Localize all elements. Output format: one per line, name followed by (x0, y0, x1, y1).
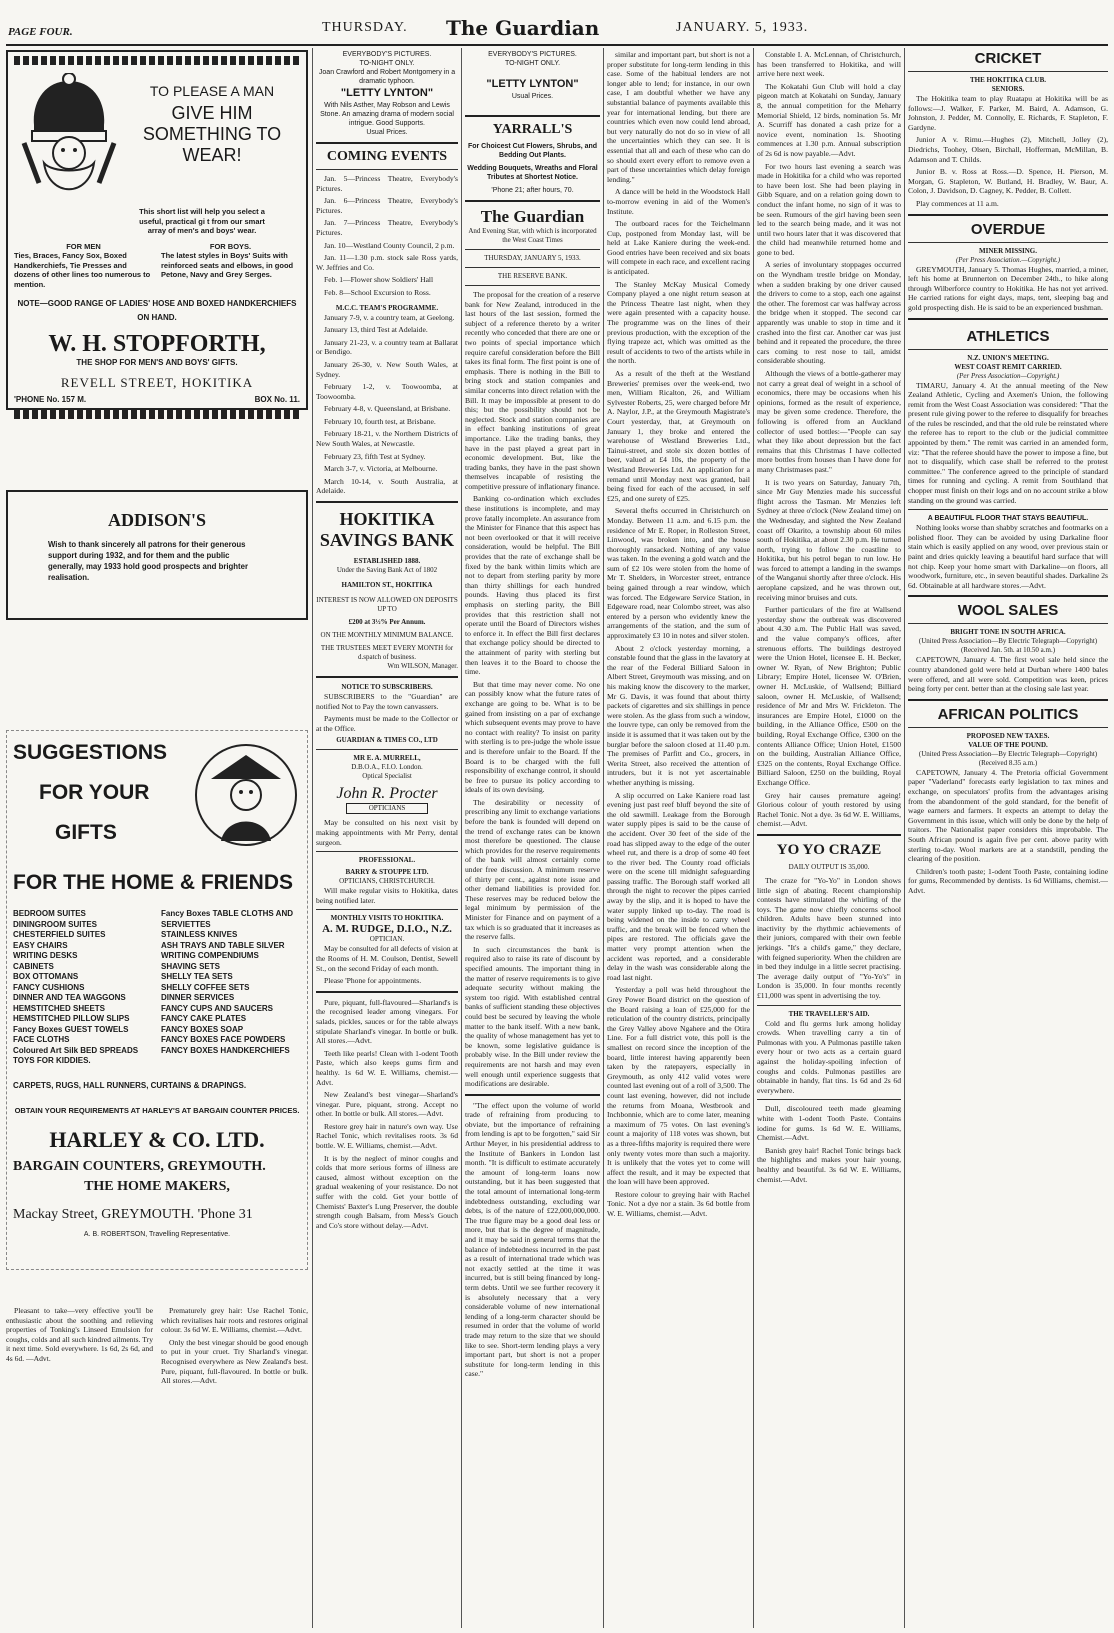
gift-item: Fancy Boxes TABLE CLOTHS AND SERVIETTES (161, 909, 294, 929)
men-list: Ties, Braces, Fancy Sox, Boxed Handkerchiefs, Tie Presses and dozens of other lines too numerous to mention. (14, 251, 151, 289)
advertiser-name: ADDISON'S (107, 510, 207, 530)
gift-item: HEMSTITCHED SHEETS (13, 1003, 106, 1013)
ad-headline: SUGGESTIONS (13, 741, 168, 764)
gift-item: SHELLY TEA SETS (161, 972, 233, 981)
event-item: Jan. 7—Princess Theatre, Everybody's Pictures. (316, 218, 458, 237)
fixture-item: February 10, fourth test, at Brisbane. (324, 416, 436, 426)
addison-ad (6, 490, 308, 620)
stopforth-ad (6, 50, 308, 410)
ad-headline: FOR YOUR (39, 781, 150, 804)
column-rule (753, 48, 754, 1628)
overdue-title: OVERDUE (970, 220, 1046, 238)
fixture-item: February 1-2, v. Toowoomba, at Toowoomba. (316, 382, 458, 401)
athletics-sub: N.Z. UNION'S MEETING. (967, 353, 1049, 362)
gift-item: DININGROOM SUITES (13, 919, 98, 929)
news-paragraph: A slip occurred on Lake Kaniere road last evening just past reef bluff beyond the site of the old sawmill. Leakage from the Borough water supply pipes is said to be the cause of the accident. Over 30 feet of the side of the road has slipped away to the edge of the outer wheel rut, and there is a drop of some 40 feet to the river bed. The County road officials were on the scene till midnight safeguarding passing traffic. The Borough staff worked all through the night to recover the pipes carried away by the slip, and it is hoped to have the water supply linked up to-day. The road is being widened on the inside to carry wheel traffic, and the break will be fenced when the pipes are restored. The officials gave the matter very prompt attention when the accident was reported, and a considerable delay in the wash was considerable along the road last night. (607, 790, 750, 982)
divider (908, 509, 1108, 510)
wool-title: WOOL SALES (957, 602, 1059, 620)
advert-paragraph: Restore grey hair in nature's own way. Use Rachel Tonic, which revitalises roots. 3s 6d bottle. W. E. Williams, chemist.—Advt. (316, 1121, 458, 1151)
divider (908, 214, 1108, 216)
news-paragraph: Grey hair causes premature ageing! Glorious colour of youth restored by using Rachel Tonic. Not a dye. 3s 6d W. E. Williams, chemist.—Advt. (757, 790, 901, 829)
yoyo-sub: DAILY OUTPUT IS 35,000. (788, 862, 870, 871)
press-credit: (Per Press Association—Copyright.) (956, 371, 1060, 380)
page-header (0, 0, 1114, 44)
editorial-paragraph: But that time may never come. No one can possibly know what the future rates of exchange are going to be. What is to be gained from insisting on a par of exchange which subsequent events may prove to have no contact with reality? To insist on parity with sterling is to pre-judge the whole issue and is therefore unfair to the Board. If the Board is to be charged with the full responsibility of exchange control, it should be free to pursue its policy according to ideals of its own devising. (465, 679, 600, 795)
section-heading: PROFESSIONAL. (358, 856, 416, 865)
quote-paragraph: "The effect upon the volume of world trade of refraining from producing to obviate, but the importance of refraining from lending is apt to be forgotten," said Sir Arthur Meyer, in his presidential address to the Institute of Bankers in London last month. "It is difficult to estimate accurately the amount of long-term loans now outstanding, but it has been suggested that the total amount of international long-term indebtedness outstanding, excluding war debts, is of the nature of £22,000,000,000. The true figure may be a good deal less or more, but that is the degree of magnitude, and it may be said in general terms that the balance of indebtedness incurred in the past as a result of international trade which was not exactly settled at the time it was incurred, but is still being financed by long-term debts. Until we see further recovery it is absolutely necessary that a very considerable volume of new international lending of a long-term character should be resumed in order that the volume of world trade may return to the size that we should like to see. Short-term lending plays a very important part, but short is not a proper substitute for long-term lending in this case." (465, 1100, 600, 1379)
divider (316, 749, 458, 750)
fixture-item: January 13, third Test at Adelaide. (324, 325, 428, 335)
column-rule (904, 48, 905, 1628)
fixture-item: February 18-21, v. the Northern Districts of New South Wales, at Newcastle. (316, 429, 458, 449)
ad-border-pattern (14, 56, 300, 65)
event-item: Feb. 8—School Excursion to Ross. (324, 287, 431, 297)
divider (757, 834, 901, 836)
ad-line: BARGAIN COUNTERS, GREYMOUTH. (13, 1158, 266, 1174)
travellers-title: THE TRAVELLER'S AID. (788, 1009, 870, 1018)
cricket-body: The Hokitika team to play Ruatapu at Hokitika will be as follows:—J. Walker, F. Parker, M. Baird, A. Adamson, G. Johnston, J. Pedder, M. Connolly, E. Richards, F. Stapleton, F. Gardyne. (908, 94, 1108, 132)
gift-item: EASY CHAIRS (13, 940, 68, 950)
rudge-phone: Please 'Phone for appointments. (324, 976, 422, 986)
divider (757, 1099, 901, 1100)
news-paragraph: A series of involuntary stoppages occurred on the Wyndham trestle bridge on Monday, when a sudden braking by one driver caused the drivers to come to a stop, each one against the other. The foremost car was halfway across the bridge when it stopped. The second car apparently was unable to stop in time and it crashed into the first car. Another car was just behind and it repeated the procedure, the three cars coming to rest nose to tail, amidst considerable shouting. (757, 260, 901, 366)
ad-headline: GIVE HIM (171, 103, 253, 123)
rudge-name: A. M. RUDGE, D.I.O., N.Z. (322, 923, 452, 936)
divider (465, 1094, 600, 1096)
notice-signature: GUARDIAN & TIMES CO., LTD (336, 736, 438, 745)
mcc-list (316, 313, 458, 497)
divider (316, 676, 458, 678)
gift-item: FANCY CUPS AND SAUCERS (161, 1003, 274, 1013)
col5-adverts (757, 1104, 901, 1184)
divider (316, 909, 458, 910)
divider (465, 115, 600, 117)
gift-item: TOYS FOR KIDDIES. (13, 1056, 91, 1065)
cricket-junior-b: Junior B. v. Ross at Ross.—D. Spence, H. Pierson, M. Morgan, G. Stapleton, W. Butland, H. Bradley, W. Baur, A. Colon, J. Davidson, D. Cagney, K. Pedder, B. Collett. (908, 167, 1108, 196)
divider (316, 851, 458, 852)
film-subtitle: With Nils Asther, May Robson and Lewis Stone. An amazing drama of modern social intrigue. Good Supports. (320, 102, 454, 127)
ad-line: THE HOME MAKERS, (84, 1178, 230, 1194)
advertiser-name: HARLEY & CO. LTD. (49, 1126, 265, 1152)
bank-manager: Wm WILSON, Manager. (387, 662, 458, 671)
optician-badge: OPTICIANS (346, 803, 428, 814)
news-paragraph: Constable I. A. McLennan, of Christchurch, has been transferred to Hokitika, and will arrive here next week. (757, 50, 901, 79)
bank-act: Under the Saving Bank Act of 1802 (336, 566, 438, 575)
divider (908, 349, 1108, 350)
cricket-play: Play commences at 11 a.m. (916, 198, 999, 208)
optician-signature: John R. Procter (336, 785, 438, 803)
editorial-heading: THE RESERVE BANK. (497, 272, 568, 280)
header-day: THURSDAY. (322, 20, 408, 35)
optician-name: MR E. A. MURRELL, (353, 754, 421, 763)
bank-established: ESTABLISHED 1888. (353, 557, 421, 566)
ad-headline: FOR THE HOME & FRIENDS (13, 871, 294, 894)
ad-headline: WEAR! (182, 145, 242, 165)
news-paragraph: For two hours last evening a search was made in Hokitika for a child who was reported to have been lost. She had been playing in Gibb Square, and on a relation going down to conduct the infant home, no sign of it was to be seen. Rumours of the girl having been seen led to the search being made, and it was not until two hours later that it was discovered that the child had meanwhile returned home and gone to bed. (757, 161, 901, 257)
notice-body: SUBSCRIBERS to the "Guardian" are notified Not to Pay the town canvassers. (316, 692, 458, 711)
column-3 (465, 50, 600, 1626)
ad-address: REVELL STREET, HOKITIKA (60, 375, 254, 390)
column-rule (603, 48, 604, 1628)
bank-title: HOKITIKA (339, 509, 435, 530)
fixture-item: March 3-7, v. Victoria, at Melbourne. (324, 464, 438, 474)
advertiser-name: W. H. STOPFORTH, (48, 331, 266, 357)
bottom-ads (6, 1306, 308, 1389)
news-paragraph: About 2 o'clock yesterday morning, a constable found that the glass in the lavatory at the rear of the Federal Billiard Saloon in Albert Street, Greymouth was missing, and on his making know the discovery to the marker, Mr G. Davis, it was found that about thirty packets of cigarettes and six shillings in pence were stolen. As the glass from such a window, the louvre type, can only be removed from the inside it is assumed that it was taken out by the burglar before the saloon closed at 11.40 p.m. The premises of Parfitt and Co., grocers, in Werita Street, also received the attention of intruders, but it is not yet ascertainable whether anything is missing. (607, 643, 750, 787)
gift-item: CHESTERFIELD SUITES (13, 930, 106, 939)
page-number: PAGE FOUR. (8, 26, 73, 38)
rudge-body: May be consulted for all defects of vision at the Rooms of H. M. Coulson, Dentist, Sewell St., on the second Friday of each month. (316, 944, 458, 973)
bank-min: ON THE MONTHLY MINIMUM BALANCE. (320, 631, 454, 640)
boys-list: The latest styles in Boys' Suits with reinforced seats and elbows, in good Petone, Navy and Grey Serges. (161, 251, 294, 279)
section-heading: NOTICE TO SUBSCRIBERS. (341, 683, 433, 692)
event-item: Jan. 11—1.30 p.m. stock sale Ross yards, W. Jeffries and Co. (316, 253, 458, 272)
cricket-title: CRICKET (908, 50, 1108, 72)
advert-paragraph: Only the best vinegar should be good enough to put in your cruet. Try Sharland's vinegar. Recognised everywhere as New Zealand's best. Pure, piquant, full-flavoured. In bottle or bulk. All stores.—Advt. (161, 1337, 308, 1386)
optician-body: May be consulted on his next visit by making appointments with Mr Perry, dental surgeon. (316, 818, 458, 847)
news-paragraph: The Kokatahi Gun Club will hold a clay pigeon match at Kokatahi on Sunday, January 8, the annual competition for the Meharry Memorial Shield, 12 birds, nomination 5s. Mr A. Scurriff has donated a cash prize for a novice event, nomination 1s. Shooting commences at 1.30 p.m. Annual subscription of 2s 6d is now payable.—Advt. (757, 81, 901, 158)
header-date: JANUARY. 5, 1933. (676, 20, 809, 35)
gift-item: FANCY BOXES SOAP (161, 1024, 244, 1034)
gift-list-left (13, 909, 153, 1067)
mascot-illustration (191, 737, 301, 857)
film-cast: Joan Crawford and Robert Montgomery in a dramatic typhoon. (318, 69, 456, 85)
film-ad-line: EVERYBODY'S PICTURES. (342, 51, 432, 58)
event-item: Jan. 5—Princess Theatre, Everybody's Pictures. (316, 174, 458, 193)
yoyo-title: YO YO CRAZE (776, 841, 882, 858)
african-body: CAPETOWN, January 4. The Pretoria official Government paper "Vaderland" forecasts early legislation to tax mines and exchange, on speculators' profits from the advantages arising from the abandonment of the gold standard, for the benefit of wage earners and farmers. It expects an attempt to delay the Government in this issue, which will only be done by the help of traitors. The Nationalist paper considers this improbable. The South African pound is again five per cent. above parity with sterling to-day. Wool markets are at a standstill, pending the clearing of the position. (908, 767, 1108, 864)
editorial-paragraph: The desirability or necessity of prescribing any limit to exchange variations before the bank is founded will depend on the trend of exchange rates can be known most therefore be questioned. The clause which provides for the reserve requirements of the bank will almost certainly come under free discussion. A minimum reserve of thirty per cent., against note issue and other demand liabilities is provided for. These reserves may be reduced below the legal minimum by permission of the Minister for Finance and on payment of a tax which is so graduated that it increases as the reserve falls. (465, 797, 600, 942)
divider (316, 169, 458, 170)
header-rule (6, 44, 1108, 46)
men-heading: FOR MEN (66, 241, 101, 251)
african-title: AFRICAN POLITICS (937, 705, 1079, 723)
divider (316, 991, 458, 993)
divider (908, 242, 1108, 243)
ad-border-pattern (14, 410, 300, 419)
divider (908, 699, 1108, 701)
ad-rep: A. B. ROBERTSON, Travelling Representative. (83, 1230, 231, 1238)
news-paragraph: The Stanley McKay Musical Comedy Company played a one night return season at the Princess Theatre last night, when they were again presented with a capacity house. The programme was on the lines of their previous production, with the exception of the flying trapeze act, which was omitted as the result of accidents to two of the artists while in the north. (607, 279, 750, 366)
african-advt: Children's tooth paste; 1-odent Tooth Paste, containing iodine for gums, Recommended by dentists. 1s 6d Williams, chemist.—Advt. (908, 866, 1108, 895)
divider (757, 1005, 901, 1006)
fixture-item: February 23, fifth Test at Sydney. (324, 451, 426, 461)
optician-line: D.B.O.A., F.I.O. London. (351, 763, 423, 772)
film-prices: Usual Prices. (366, 129, 408, 136)
news-paragraph: Restore colour to greying hair with Rachel Tonic. Not a dye nor a stain. 3s 6d bottle from W. E. Williams, chemist.—Advt. (607, 1189, 750, 1219)
received-time: (Received Jan. 5th. at 10.50 a.m.) (960, 646, 1056, 655)
bank-title: SAVINGS BANK (319, 530, 455, 551)
fixture-item: January 26-30, v. New South Wales, at Sydney. (316, 359, 458, 379)
film-prices: Usual Prices. (511, 93, 554, 100)
news-paragraph: As a result of the theft at the Westland Breweries' premises over the week-end, two men, William Ricalton, 26, and William Sylvester Roberts, 25, were charged before Mr A. Naylor, J.P., at the Greymouth Magistrate's Court yesterday, that, at Greymouth on January 1, they broke and entered the warehouse of Westland Breweries Ltd., Tainui-street, and stole six dozen bottles of beer, valued at £4 10s, the property of the Westland Breweries Ltd. An application for a remand until Monday next was granted, bail being fixed for each of the accused, in self £25, and one surety of £25. (607, 369, 750, 503)
cricket-seniors: SENIORS. (991, 85, 1025, 93)
gift-item: SHELLY COFFEE SETS (161, 982, 250, 992)
masthead-sub: And Evening Star, with which is incorporated the West Coast Times (468, 227, 597, 244)
gift-item: STAINLESS KNIVES (161, 930, 238, 939)
news-paragraph: Yesterday a poll was held throughout the Grey Power Board district on the question of the Board raising a loan of £25,000 for the reticulation of the country districts, principally the Grey Valley above Ngahere and the Otira Line. For a full district vote, this poll is the smallest on record since the inception of the board, little interest having apparently been taken by the ratepayers, especially in Greymouth, as only 412 valid votes were counted last evening out of a roll of 3,500. The count last evening, however, did not include the returns from Moana, Westbrook and Inchbonnie, which are to come later, meaning a maximum of 75 votes. On last evening's count a majority of 118 votes was shown, but as a three-fifths majority is required there were only twenty votes more than such a majority. It is unlikely that the votes yet to come will affect the result, and it may be expected that the loan will have been approved. (607, 985, 750, 1187)
section-heading: COMING EVENTS (326, 149, 448, 164)
harley-ad (6, 730, 308, 1270)
gift-item: WRITING DESKS (13, 951, 78, 960)
rudge-line: OPTICIAN. (369, 935, 405, 944)
boys-heading: FOR BOYS. (209, 241, 252, 251)
gift-item: ASH TRAYS AND TABLE SILVER (161, 940, 285, 950)
press-credit: (United Press Association—By Electric Telegraph—Copyright) (918, 637, 1098, 646)
ad-intro: This short list will help you select a useful, practical gi t from our smart array of men's and boys' wear. (139, 207, 265, 235)
overdue-body: GREYMOUTH, January 5. Thomas Hughes, married, a miner, left his home at Brunnerton on December 24th., to hike along through Wilberforce country to Hokitika. He has not yet arrived. He carried rations for eight days, maps, tent, sleeping bag and gold prospecting dish. He is said to be an experienced bushman. (908, 264, 1108, 312)
floor-body: Nothing looks worse than shabby scratches and footmarks on a polished floor. They can be avoided by using Darkaline floor stain which is easily applied on any wood, over previous stain or paint and dries quickly leaving a beautiful hard surface that will not chip. Keep your home smart with Darkaline—on floors, all woodwork, furniture, etc., in seven beautiful shades. Darkaline 2s 6d. Obtainable at all hardware stores.—Advt. (908, 523, 1108, 590)
professional-body: Will make regular visits to Hokitika, dates being notified later. (316, 886, 458, 905)
ad-carpets: CARPETS, RUGS, HALL RUNNERS, CURTAINS & DRAPINGS. (13, 1080, 247, 1090)
african-sub: VALUE OF THE POUND. (968, 740, 1048, 749)
film-ad (465, 50, 600, 101)
travellers-body: Cold and flu germs lurk among holiday crowds. When travelling carry a tin of Pulmonas with you. A Pulmonas pastille taken every hour or two acts as a certain guard against the holiday-spoiling infection of coughs and colds. Pulmonas pastilles are obtainable in handy, flat tins. 1s 6d and 2s 6d everywhere. (757, 1018, 901, 1095)
news-paragraphs (757, 50, 901, 829)
athletics-body: TIMARU, January 4. At the annual meeting of the New Zealand Athletic, Cycling and Axemen's Union, the following remit from the West Coast Association was considered: "That the present rule giving power to the referee to disqualify for breaches of the rules be rescinded, and that the old rule be reinstated where the referee has to report to the club or the judicial committee appointed by them." The remit was carried in an amended form, viz: "That the referee should have the power to impose a fine, but not to disqualify, which case shall be referred to the protest committee." The conference agreed to the principle of standard times for running and cycling. A remit from Southland that chopper must finish on their logs and on no account strike a blow standing on the ground was carried. (908, 380, 1108, 505)
advert-paragraph: Banish grey hair! Rachel Tonic brings back the highlights and makes your hair young, healthy and beautiful. 3s 6d W. E. Williams, chemist.—Advt. (757, 1145, 901, 1184)
santa-illustration (14, 73, 124, 203)
editorial-body (465, 290, 600, 1089)
yarrall-title: YARRALL'S (492, 122, 573, 137)
yoyo-body: The craze for "Yo-Yo" in London shows little sign of abating. Recent championship contests have stimulated the whirling of the toys. The game now chiefly concerns school children. Adults have been stunned into inactivity by the rhythmic achievements of their juniors, compared with their own feeble jerkings. "It's a child's game," they declare, with feigned superiority. When the children are in bed they indulge in a little secret practising. The average daily output of "Yo-Yo's" in London is 35,000. In four months recently £11,000 was spent in advertising the toy. (757, 875, 901, 1001)
fixture-item: January 7-9, v. a country team, at Geelong. (324, 312, 455, 322)
ad-headline: SOMETHING TO (142, 124, 282, 144)
gift-item: FANCY BOXES FACE POWDERS (161, 1035, 286, 1044)
news-paragraph: Although the views of a bottle-gatherer may not carry a great deal of weight in a school of economics, there may be occasions when his opinions, formed as the result of experience, may be given some credence. Therefore, the following is offered from an Auckland collector of used bottles:—"People can say what they like about depression but the fact remains that this Christmas I have collected more bottles from houses than I have done for many Christmases past." (757, 369, 901, 474)
bank-interest: INTEREST IS NOW ALLOWED ON DEPOSITS UP TO (316, 596, 458, 614)
event-item: Jan. 10—Westland County Council, 2 p.m. (324, 240, 455, 250)
advert-paragraph: Dull, discoloured teeth made gleaming white with 1-odent Tooth Paste. Contains iodine for gums. 1s 6d W. E. Williams, Chemist.—Advt. (757, 1104, 901, 1143)
event-item: Feb. 1—Flower show Soldiers' Hall (324, 275, 434, 285)
ad-box: BOX No. 11. (254, 395, 300, 404)
column-ads-left (6, 50, 308, 1626)
editorial-masthead: The Guardian (480, 207, 585, 226)
film-title: "LETTY LYNTON" (340, 87, 434, 99)
gift-item: FANCY CUSHIONS (13, 982, 85, 992)
yarrall-phone: 'Phone 21; after hours, 70. (491, 187, 574, 194)
divider (465, 249, 600, 250)
yarrall-line: Wedding Bouquets, Wreaths and Floral Tributes at Shortest Notice. (467, 165, 598, 181)
advert-paragraph: Pure, piquant, full-flavoured—Sharland's is the recognised leader among vinegars. For salads, pickles, sauces or for the table always stipulate Sharland's vinegar. In bottle or bulk. All stores.—Advt. (316, 997, 458, 1046)
bank-address: HAMILTON ST., HOKITIKA (341, 581, 433, 590)
bank-rate: £200 at 3½% Per Annum. (348, 618, 426, 627)
news-paragraphs (607, 50, 750, 1219)
floor-title: A BEAUTIFUL FLOOR THAT STAYS BEAUTIFUL. (927, 515, 1089, 523)
events-list (316, 174, 458, 298)
advert-paragraph: Pleasant to take—very effective you'll be enthusiastic about the soothing and relieving properties of Tonking's Linseed Emulsion for coughs, colds and all such kindred ailments. Try it next time. Sold everywhere. 1s 6d, 2s 6d, and 4s 6d. —Advt. (6, 1306, 153, 1363)
ad-note: NOTE—GOOD RANGE OF LADIES' HOSE AND BOXED HANDKERCHIEFS ON HAND. (17, 299, 297, 322)
gift-item: FANCY BOXES HANDKERCHIEFS (161, 1045, 290, 1055)
column-5 (757, 50, 901, 1626)
divider (908, 727, 1108, 728)
fixture-item: February 4-8, v. Queensland, at Brisbane. (324, 404, 451, 414)
gift-item: DINNER SERVICES (161, 993, 235, 1002)
fixture-item: March 10-14, v. South Australia, at Adelaide. (316, 476, 458, 496)
film-title: "LETTY LYNTON" (486, 78, 579, 90)
section-heading: MONTHLY VISITS TO HOKITIKA. (330, 914, 444, 923)
gift-item: SHAVING SETS (161, 961, 220, 971)
gift-item: BEDROOM SUITES (13, 909, 86, 918)
film-ad-line: TO-NIGHT ONLY. (359, 60, 415, 67)
athletics-sub: WEST COAST REMIT CARRIED. (954, 362, 1062, 371)
gift-item: FACE CLOTHS (13, 1035, 70, 1044)
yarrall-line: For Choicest Cut Flowers, Shrubs, and Bedding Out Plants. (467, 143, 598, 159)
column-rule (461, 48, 462, 1628)
press-credit: (Per Press Association.—Copyright.) (955, 255, 1061, 264)
wool-sub: BRIGHT TONE IN SOUTH AFRICA. (950, 628, 1066, 637)
column-4 (607, 50, 750, 1626)
notice-body: Payments must be made to the Collector or at the Office. (316, 714, 458, 733)
optician-line: Optical Specialist (362, 772, 412, 781)
divider (316, 142, 458, 144)
athletics-title: ATHLETICS (966, 327, 1050, 345)
divider (465, 285, 600, 286)
ad-obtain: OBTAIN YOUR REQUIREMENTS AT HARLEY'S AT BARGAIN COUNTER PRICES. (14, 1105, 300, 1115)
ad-phone: 'PHONE No. 157 M. (14, 395, 87, 404)
divider (908, 318, 1108, 320)
bank-trustees: THE TRUSTEES MEET EVERY MONTH for d.spatch of business. (320, 644, 454, 662)
news-paragraph: A dance will be held in the Woodstock Hall to-morrow evening in aid of the Women's Institute. (607, 187, 750, 216)
column-2 (316, 50, 458, 1626)
film-ad-line: TO-NIGHT ONLY. (504, 60, 561, 67)
received-time: (Received 8.35 a.m.) (978, 758, 1038, 767)
gift-item: Coloured Art Silk BED SPREADS (13, 1045, 139, 1055)
fixture-item: January 21-23, v. a country team at Ballarat or Bendigo. (316, 337, 458, 357)
section-heading: M.C.C. TEAM'S PROGRAMME. (335, 303, 439, 312)
news-paragraph: Several thefts occurred in Christchurch on Monday. Between 11 a.m. and 6.15 p.m. the residence of Mr E. Roper, in Rolleston Street, Linwood, was broken into, and the house thoroughly ransacked. Nothing of any value was taken. In the evening a gold watch and the sum of £2 10s were stolen from the home of Mr T. Shelders, in Worcester street, entrance being gained through a rear window, which was forced. The Edgeware Service Station, in Edgeware road, near Colombo street, was also entered by a person who evidently knew the arrangements of the station, and the sum of approximately £3 10 in notes and silver stolen. (607, 506, 750, 641)
ad-headline: GIFTS (55, 821, 117, 844)
film-ad (316, 50, 458, 137)
overdue-sub: MINER MISSING. (979, 246, 1037, 255)
advert-paragraph: Teeth like pearls! Clean with 1-odent Tooth Paste, which also keeps gums firm and healthy. 1s 6d W. E. Williams, chemist.—Advt. (316, 1048, 458, 1087)
column-rule (312, 48, 313, 1628)
divider (908, 623, 1108, 624)
gift-item: CABINETS (13, 961, 54, 971)
gift-item: FANCY CAKE PLATES (161, 1014, 247, 1023)
column-6 (908, 50, 1108, 1626)
advert-paragraph: Prematurely grey hair: Use Rachel Tonic, which revitalises hair roots and restores original colour. 3s 6d W. E. Williams, chemist.—Advt. (161, 1306, 308, 1335)
news-paragraph: similar and important part, but short is not a proper substitute for long-term lending in this case. Some of the habitual lenders are not longer able to lend; for instance, in our own case, I am doubtful whether we have any substantial balance of payments available this year for international lending, but there are countries which even now could lend abroad, but very naturally do not do so in view of all the uncertainties which they can see. It is essential that all and each of these who can do so should exert every effort to remove even a part of these uncertainties which delay foreign lending." (607, 50, 750, 184)
event-item: Jan. 6—Princess Theatre, Everybody's Pictures. (316, 196, 458, 215)
african-sub: PROPOSED NEW TAXES. (966, 731, 1050, 740)
advert-paragraph: New Zealand's best vinegar—Sharland's vinegar. Pure, piquant, strong. Accept no other. In bottle or bulk. All stores.—Advt. (316, 1090, 458, 1119)
editorial-date: THURSDAY, JANUARY 5, 1933. (484, 254, 581, 262)
divider (908, 595, 1108, 597)
editorial-paragraph: Banking co-ordination which excludes these institutions is incomplete, and may prove fatally incomplete. An assurance from the Minister for Finance that this aspect has not been overlooked or that it will receive consideration, would be helpful. The Bill provides that the rate of exchange shall be fixed by the bank within limits which are not to depart from sterling parity by more than thirty shillings for each hundred pounds. Having thus placed its first emphasis on sterling parity, the Bill provides that this restriction shall not operate until the Board of Directors wishes to enforce it. In effect the Bill first declares that exchange policy should be directed to the attainment of parity with sterling but then leaves it to the Board to choose the time. (465, 494, 600, 677)
gift-list-right (161, 909, 301, 1067)
news-paragraph: It is two years on Saturday, January 7th, since Mr Guy Menzies made his successful flight across the Tasman. Mr Menzies left Sydney at three o'clock (New Zealand time) on the Wednesday, and sighted the New Zealand coast off Okarito, a township about 60 miles south of Hokitika, at about 2.30 p.m. He turned north, trying to follow the coastline to Hokitika, but his petrol began to run low. He was forced to attempt a landing in the swamps of the Wanganui shortly after three o'clock. His aeroplane capsized, and he was thrown out, receiving minor bruises and cuts. (757, 477, 901, 602)
ad-tagline: THE SHOP FOR MEN'S AND BOYS' GIFTS. (76, 358, 238, 367)
masthead: The Guardian (446, 16, 600, 40)
cricket-junior-a: Junior A v. Rimu.—Hughes (2), Mitchell, Jolley (2), Diedrichs, Toohey, Olsen, Birchall, Hofferman, McMillan, B. Adamson and T. Childs. (908, 135, 1108, 164)
film-ad-line: EVERYBODY'S PICTURES. (488, 51, 577, 58)
press-credit: (United Press Association—By Electric Telegraph—Copyright) (918, 749, 1098, 758)
gift-item: HEMSTITCHED PILLOW SLIPS (13, 1014, 130, 1023)
editorial-paragraph: In such circumstances the bank is required also to raise its rate of discount by specified amounts. The important thing in the matter of reserve requirements is to give adequate security without making the system too rigid. With established central banks of sufficient standing these objectives could best be secured by leaving the whole matter to the bank itself. With a new bank, the quality of whose management has yet to be known, some legislative guidance is probably wise. In the Bill under review the requirements are not harsh and may even well enough until experience suggests that modifications are desirable. (465, 944, 600, 1089)
advert-paragraph: It is by the neglect of minor coughs and colds that more serious forms of illness are caused, almost without exception on the gradual weakening of your resistance. Do not suffer with the cold. Get your bottle of Chemists' Baxter's Lung Preserver, the double strength cough Balsam, from Mess's Gouch and Co's store without delay.—Advt. (316, 1153, 458, 1230)
professional-name: BARRY & STOUPPE LTD. (345, 868, 429, 877)
wool-body: CAPETOWN, January 4. The first wool sale held since the country abandoned gold were held at Durban where 1400 bales were offered, and all were sold. Competition was keen, prices being forty per cent. better than at the closing sale last year. (908, 655, 1108, 694)
gift-item: WRITING COMPENDIUMS (161, 951, 259, 960)
professional-line: OPTICIANS, CHRISTCHURCH. (339, 877, 435, 886)
cricket-sub: THE HOKITIKA CLUB. (969, 76, 1047, 84)
ad-body: Wish to thank sincerely all patrons for their generous support during 1932, and for them and the public generally, may 1933 hold good prospects and brighter realisation. (48, 540, 249, 582)
col2-adverts (316, 998, 458, 1231)
gift-item: DINNER AND TEA WAGGONS (13, 993, 126, 1002)
news-paragraph: The outboard races for the Teichelmann Cup, postponed from Monday last, will be held at Lake Kaniere during the week-end. Good entries have been received and six boats will compete in each race, and excellent racing is anticipated. (607, 219, 750, 277)
gift-item: BOX OTTOMANS (13, 972, 79, 981)
news-paragraph: Further particulars of the fire at Wallsend yesterday show the outbreak was discovered about 4.30 a.m. The Public Hall was saved, and the value company's offices, after strenuous efforts. The buildings destroyed were the Union Hotel, licensee E. H. Becker, owner W. Ryan, of New Brighton; Public Library; Empire Hotel, licensee W. O'Brien, owner H. McLuskie, of Wallsend; Billiard saloon, owner H. McLuskie, of Wallsend; residence of Mr and Mrs W. Frickleton. The insurances are Empire Hotel, £1000 on the building, in the Alliance Office, £500 on the building, Royal Exchange Office, £300 on the contents Alliance Office; Union Hotel, £1500 on the building, Australian Alliance Office, £325 on the contents, Royal Exchange Office. Billiard Saloon, £250 on the building, Royal Exchange Office. (757, 605, 901, 787)
divider (316, 501, 458, 503)
editorial-paragraph: The proposal for the creation of a reserve bank for New Zealand, introduced in the last hours of the last session, formed the subject of a reference thereto by a writer recently who conceded that there are one or two points of special importance which require careful consideration before the Bill takes its final form. The first point is one of emphasis. There is nothing in the Bill to bring stock and station companies and similar concerns into direct relation with the Bill. It may be impossible at present to do this; but the possibility should not be neglected. Stock and station companies are in effect banking institutions of great importance. Like the trading banks, they have in the past played a great part in economic development. But, like the trading banks, they have in the past shown themselves incapable of resisting the competitive pressure of inflationary finance. (465, 290, 600, 491)
gift-item: Fancy Boxes GUEST TOWELS (13, 1024, 129, 1034)
divider (465, 200, 600, 202)
ad-headline: TO PLEASE A MAN (149, 83, 275, 99)
ad-address: Mackay Street, GREYMOUTH. 'Phone 31 (13, 1206, 253, 1222)
divider (465, 267, 600, 268)
